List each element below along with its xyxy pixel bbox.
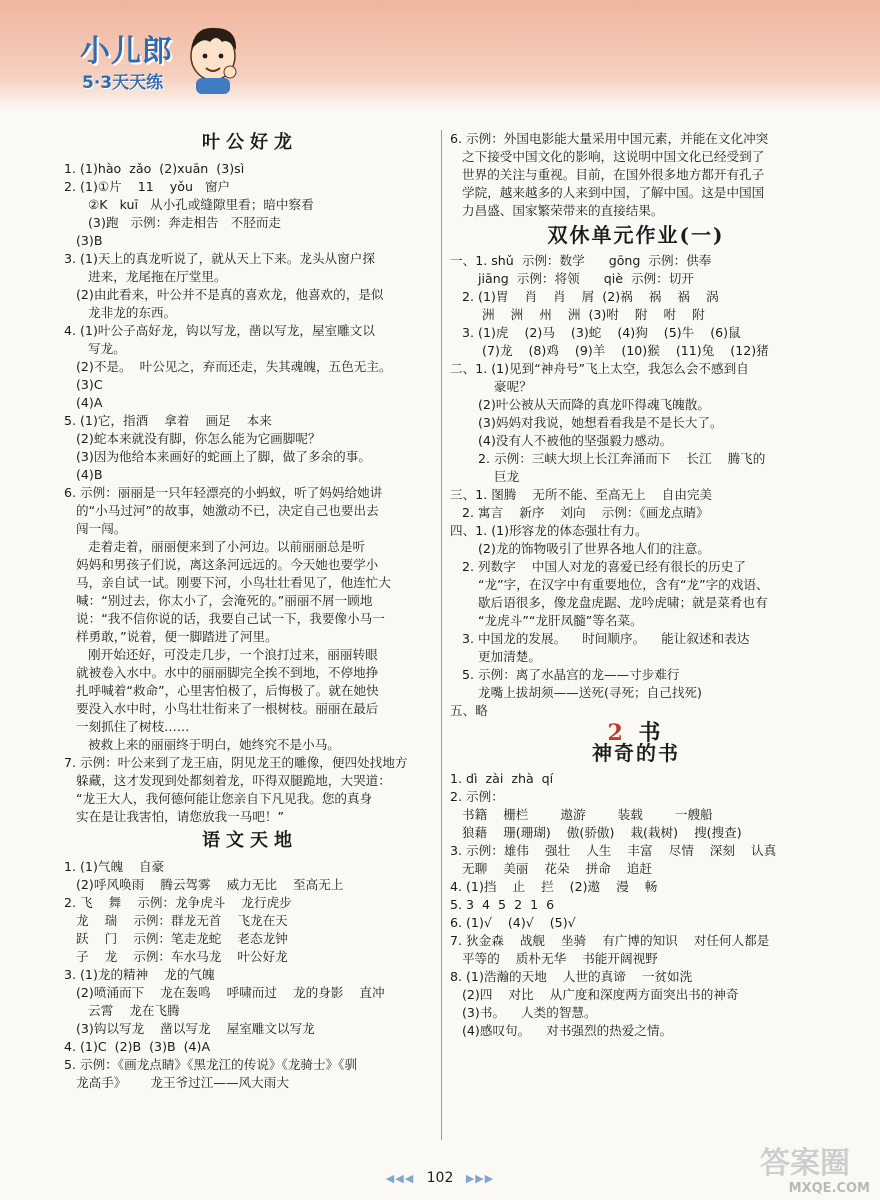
answer-line: (2)呼风唤雨 腾云驾雾 威力无比 至高无上 [64, 877, 344, 892]
answer-line: 8. (1)浩瀚的天地 人世的真谛 一贫如洗 [450, 969, 693, 984]
answer-line: 实在是让我害怕，请您放我一马吧！” [64, 809, 285, 824]
answer-line: 子 龙 示例：车水马龙 叶公好龙 [64, 949, 288, 964]
answer-line: 5. 示例：离了水晶宫的龙——寸步难行 [450, 667, 680, 682]
answer-line: (3)书。 人类的智慧。 [450, 1005, 597, 1020]
answer-line: 扎呼喊着“救命”，心里害怕极了，后悔极了。就在她快 [64, 683, 379, 698]
answer-list-intro [450, 130, 822, 220]
answer-line: 2. (1)①片 11 yǒu 窗户 [64, 179, 231, 194]
answer-line: 力昌盛、国家繁荣带来的直接结果。 [450, 203, 664, 218]
answer-line: 五、略 [450, 703, 488, 718]
answer-list-homework [450, 252, 822, 720]
answer-line: 6. (1)√ (4)√ (5)√ [450, 915, 576, 930]
boy-mascot-icon [182, 20, 244, 94]
answer-line: 狼藉 珊(珊瑚) 傲(骄傲) 栽(栽树) 搜(搜查) [450, 825, 742, 840]
answer-list [64, 858, 436, 1092]
answer-line: 3. (1)天上的真龙听说了，就从天上下来。龙头从窗户探 [64, 251, 375, 266]
answer-line: 2. 列数字 中国人对龙的喜爱已经有很长的历史了 [450, 559, 746, 574]
answer-line: 6. 示例：丽丽是一只年轻漂亮的小蚂蚁，听了妈妈给她讲 [64, 485, 383, 500]
brand-title: 小儿郎 [80, 34, 173, 69]
answer-line: 要没入水中时，小鸟壮壮衔来了一根树枝。丽丽在最后 [64, 701, 379, 716]
answer-line: 4. (1)叶公子高好龙，钩以写龙，凿以写龙，屋室雕文以 [64, 323, 375, 338]
answer-line: 二、1. (1)见到“神舟号”飞上太空，我怎么会不感到自 [450, 361, 749, 376]
answer-line: “龙王大人，我何德何能让您亲自下凡见我。您的真身 [64, 791, 373, 806]
answer-line: 三、1. 图腾 无所不能、至高无上 自由完美 [450, 487, 713, 502]
answer-line: 4. (1)挡 止 拦 (2)遨 漫 畅 [450, 879, 658, 894]
answer-list [64, 160, 436, 826]
answer-line: jiāng 示例：将领 qiè 示例：切开 [450, 271, 694, 286]
answer-line: 豪呢？ [450, 379, 532, 394]
answer-line: 1. (1)气魄 自豪 [64, 859, 165, 874]
answer-line: 3. 中国龙的发展。 时间顺序。 能让叙述和表达 [450, 631, 750, 646]
answer-line: 一、1. shǔ 示例：数学 gōng 示例：供奉 [450, 253, 712, 268]
unit-title [450, 720, 822, 746]
answer-line: (7)龙 (8)鸡 (9)羊 (10)猴 (11)兔 (12)猪 [450, 343, 769, 358]
next-arrows-icon: ▶▶▶ [465, 1172, 495, 1185]
watermark-big: 答案圈 [760, 1146, 850, 1181]
answer-line: 无聊 美丽 花朵 拼命 追赶 [450, 861, 652, 876]
answer-line: 喊：“别过去，你太小了，会淹死的。”丽丽不屑一顾地 [64, 593, 373, 608]
watermark-small: MXQE.COM [788, 1181, 870, 1196]
page-header [0, 0, 880, 110]
answer-line: (2)喷涌而下 龙在轰鸣 呼啸而过 龙的身影 直冲 [64, 985, 385, 1000]
answer-line: 2. 示例：三峡大坝上长江奔涌而下 长江 腾飞的 [450, 451, 766, 466]
answer-line: 闯一闯。 [64, 521, 127, 536]
answer-line: 歇后语很多，像龙盘虎踞、龙吟虎啸；就是菜肴也有 [450, 595, 768, 610]
answer-line: (2)不是。 叶公见之，弃而还走，失其魂魄，五色无主。 [64, 359, 392, 374]
answer-line: 1. (1)hào zǎo (2)xuān (3)sì [64, 161, 245, 176]
answer-line: 7. 狄金森 战舰 坐骑 有广博的知识 对任何人都是 [450, 933, 770, 948]
answer-line: 6. 示例：外国电影能大量采用中国元素，并能在文化冲突 [450, 131, 769, 146]
answer-line: 2. 寓言 新序 刘向 示例：《画龙点睛》 [450, 505, 709, 520]
answer-list-lesson [450, 770, 822, 1040]
answer-line: (3)跑 示例：奔走相告 不胫而走 [64, 215, 282, 230]
answer-line: 龙非龙的东西。 [64, 305, 177, 320]
answer-line: (3)因为他给本来画好的蛇画上了脚，做了多余的事。 [64, 449, 371, 464]
answer-line: 进来，龙尾拖在厅堂里。 [64, 269, 227, 284]
answer-line: 平等的 质朴无华 书能开阔视野 [450, 951, 658, 966]
answer-line: 学院，越来越多的人来到中国，了解中国。这是中国国 [450, 185, 765, 200]
answer-line: “龙虎斗”“龙肝凤髓”等名菜。 [450, 613, 643, 628]
answer-line: 书籍 栅栏 遨游 装载 一艘船 [450, 807, 713, 822]
answer-line: 1. dì zài zhà qí [450, 771, 554, 786]
unit-number: 2 [607, 720, 627, 746]
answer-line: 更加清楚。 [450, 649, 541, 664]
page-number: 102 [426, 1170, 454, 1186]
answer-line: (4)感叹句。 对书强烈的热爱之情。 [450, 1023, 673, 1038]
answer-line: (3)妈妈对我说，她想看看我是不是长大了。 [450, 415, 723, 430]
answer-line: 5. 示例：《画龙点睛》《黑龙江的传说》《龙骑士》《驯 [64, 1057, 358, 1072]
answer-line: (4)没有人不被他的坚强毅力感动。 [450, 433, 673, 448]
answer-line: (2)四 对比 从广度和深度两方面突出书的神奇 [450, 987, 739, 1002]
section-title: 叶公好龙 [202, 132, 298, 153]
answer-line: 走着走着，丽丽便来到了小河边。以前丽丽总是听 [64, 539, 366, 554]
answer-line: 7. 示例：叶公来到了龙王庙，阴见龙王的雕像，便四处找地方 [64, 755, 408, 770]
answer-line: (4)A [64, 395, 103, 410]
right-column [450, 130, 822, 1040]
answer-line: 云霄 龙在飞腾 [64, 1003, 180, 1018]
answer-line: 一刻抓住了树枝…… [64, 719, 190, 734]
answer-line: 妈妈和男孩子们说，离这条河远远的。今天她也要学小 [64, 557, 379, 572]
answer-line: 5. 3 4 5 2 1 6 [450, 897, 555, 912]
answer-line: 4. (1)C (2)B (3)B (4)A [64, 1039, 211, 1054]
answer-line: 5. (1)它，指酒 拿着 画足 本来 [64, 413, 272, 428]
answer-line: 3. (1)龙的精神 龙的气魄 [64, 967, 215, 982]
answer-line: 2. (1)胃 肖 肖 屑 (2)祸 祸 祸 涡 [450, 289, 719, 304]
brand-series: 5·3天天练 [82, 73, 164, 93]
section-yegong [64, 134, 436, 826]
answer-line: 就被卷入水中。水中的丽丽脚完全挨不到地，不停地挣 [64, 665, 379, 680]
section-yuwen-tiandi [64, 832, 436, 1092]
column-divider [441, 130, 442, 1140]
prev-arrows-icon: ◀◀◀ [385, 1172, 415, 1185]
answer-line: 说：“我不信你说的话，我要自己试一下，我要像小马一 [64, 611, 385, 626]
unit-name: 书 [638, 720, 665, 746]
answer-line: 2. 飞 舞 示例：龙争虎斗 龙行虎步 [64, 895, 292, 910]
answer-line: 四、1. (1)形容龙的体态强壮有力。 [450, 523, 648, 538]
lesson-title: 神奇的书 [592, 741, 680, 765]
answer-line: (2)龙的饰物吸引了世界各地人们的注意。 [450, 541, 710, 556]
answer-line: (2)叶公被从天而降的真龙吓得魂飞魄散。 [450, 397, 710, 412]
homework-title: 双休单元作业(一) [547, 223, 725, 247]
answer-line: 被救上来的丽丽终于明白，她终究不是小马。 [64, 737, 340, 752]
answer-line: (3)C [64, 377, 103, 392]
answer-line: 马，亲自试一试。刚要下河，小鸟壮壮看见了，他连忙大 [64, 575, 391, 590]
answer-line: 巨龙 [450, 469, 520, 484]
answer-line: 跃 门 示例：笔走龙蛇 老态龙钟 [64, 931, 288, 946]
answer-line: (3)钩以写龙 凿以写龙 屋室雕文以写龙 [64, 1021, 315, 1036]
answer-line: 写龙。 [64, 341, 126, 356]
answer-line: (2)蛇本来就没有脚，你怎么能为它画脚呢？ [64, 431, 321, 446]
brand-logo [80, 22, 240, 102]
answer-line: 2. 示例： [450, 789, 504, 804]
answer-line: 3. (1)虎 (2)马 (3)蛇 (4)狗 (5)牛 (6)鼠 [450, 325, 741, 340]
answer-line: 龙嘴上拔胡须——送死(寻死；自己找死) [450, 685, 702, 700]
left-column [64, 128, 436, 1092]
section-title: 语文天地 [202, 830, 298, 851]
answer-line: 龙 瑞 示例：群龙无首 飞龙在天 [64, 913, 288, 928]
answer-line: 躲藏，这才发现到处都刻着龙，吓得双腿跪地，大哭道： [64, 773, 391, 788]
answer-line: 洲 洲 州 洲 (3)咐 附 咐 附 [450, 307, 705, 322]
answer-line: (4)B [64, 467, 103, 482]
answer-line: “龙”字，在汉字中有重要地位，含有“龙”字的戏语、 [450, 577, 769, 592]
answer-line: 龙高手》 龙王爷过江——风大雨大 [64, 1075, 289, 1090]
answer-line: 世界的关注与重视。目前，在国外很多地方都开有孔子 [450, 167, 765, 182]
answer-line: (2)由此看来，叶公并不是真的喜欢龙，他喜欢的，是似 [64, 287, 384, 302]
answer-line: ②K kuī 从小孔或缝隙里看；暗中察看 [64, 197, 314, 212]
answer-line: 刚开始还好，可没走几步，一个浪打过来，丽丽转眼 [64, 647, 378, 662]
answer-line: 之下接受中国文化的影响，这说明中国文化已经受到了 [450, 149, 765, 164]
watermark-logo [700, 1136, 870, 1196]
answer-line: 的“小马过河”的故事，她激动不已，决定自己也要出去 [64, 503, 379, 518]
answer-line: 样勇敢，”说着，便一脚踏进了河里。 [64, 629, 278, 644]
answer-line: 3. 示例：雄伟 强壮 人生 丰富 尽情 深刻 认真 [450, 843, 777, 858]
answer-line: (3)B [64, 233, 103, 248]
